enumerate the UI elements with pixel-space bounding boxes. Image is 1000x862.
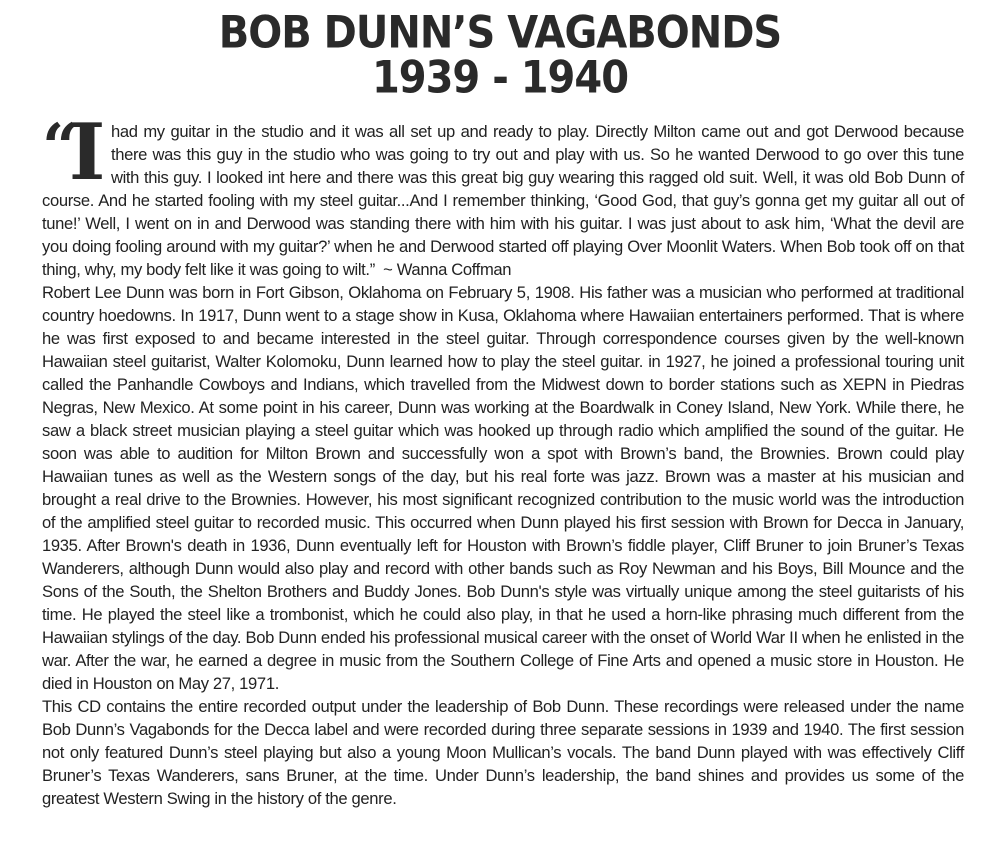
quote-attribution: ~ Wanna Coffman	[383, 260, 512, 279]
page-header	[0, 7, 1000, 104]
article-body	[42, 107, 964, 810]
quote-text: had my guitar in the studio and it was all set up and ready to play. Directly Milton came out and got Derwood because there was this guy in the studio who was going to try out and play with us. So he wanted Derwood to go over this tune with this guy. I looked int here and there was this great big guy wearing this ragged old suit. Well, it was old Bob Dunn of course. And he started fooling with my steel guitar...And I remember thinking, ‘Good God, that guy’s gonna get my guitar all out of tune!’ Well, I went on in and Derwood was standing there with him with his guitar. I was just about to ask him, ‘What the devil are you doing fooling around with my guitar?’ when he and Derwood started off playing Over Moonlit Waters. When Bob took off on that thing, why, my body felt like it was going to wilt.”	[42, 122, 964, 279]
opening-quote	[42, 107, 964, 281]
open-quote-mark: “	[42, 110, 75, 185]
drop-cap-letter: I	[68, 107, 105, 198]
biography-paragraph: Robert Lee Dunn was born in Fort Gibson, Oklahoma on February 5, 1908. His father was a musician who performed at traditional country hoedowns. In 1917, Dunn went to a stage show in Kusa, Oklahoma where Hawaiian entertainers performed. That is where he was first exposed to and became interested in the steel guitar. Through correspondence courses given by the well-known Hawaiian steel guitarist, Walter Kolomoku, Dunn learned how to play the steel guitar. in 1927, he joined a professional touring unit called the Panhandle Cowboys and Indians, which travelled from the Midwest down to border stations such as XEPN in Piedras Negras, New Mexico. At some point in his career, Dunn was working at the Boardwalk in Coney Island, New York. While there, he saw a black street musician playing a steel guitar which was hooked up through radio which amplified the sound of the guitar. He soon was able to audition for Milton Brown and successfully won a spot with Brown’s band, the Brownies. Brown could play Hawaiian tunes as well as the Western songs of the day, but his real forte was jazz. Brown was a master at his musician and brought a real drive to the Brownies. However, his most significant recognized contribution to the music world was the introduction of the amplified steel guitar to recorded music. This occurred when Dunn played his first session with Brown for Decca in January, 1935. After Brown's death in 1936, Dunn eventually left for Houston with Brown’s fiddle player, Cliff Bruner to join Bruner’s Texas Wanderers, although Dunn would also play and record with other bands such as Roy Newman and his Boys, Bill Mounce and the Sons of the South, the Shelton Brothers and Buddy Jones. Bob Dunn's style was virtually unique among the steel guitarists of his time. He played the steel like a trombonist, which he could also play, in that he used a horn-like phrasing much different from the Hawaiian stylings of the day. Bob Dunn ended his professional musical career with the onset of World War II when he enlisted in the war. After the war, he earned a degree in music from the Southern College of Fine Arts and opened a music store in Houston. He died in Houston on May 27, 1971.	[42, 283, 964, 693]
page-subtitle-years: 1939 - 1940	[371, 52, 629, 104]
page-title: BOB DUNN’S VAGABONDS	[218, 7, 782, 59]
cd-description-paragraph: This CD contains the entire recorded output under the leadership of Bob Dunn. These recordings were released under the name Bob Dunn’s Vagabonds for the Decca label and were recorded during three separate sessions in 1939 and 1940. The first session not only featured Dunn’s steel playing but also a young Moon Mullican’s vocals. The band Dunn played with was effectively Cliff Bruner’s Texas Wanderers, sans Bruner, at the time. Under Dunn’s leadership, the band shines and provides us some of the greatest Western Swing in the history of the genre.	[42, 697, 964, 808]
